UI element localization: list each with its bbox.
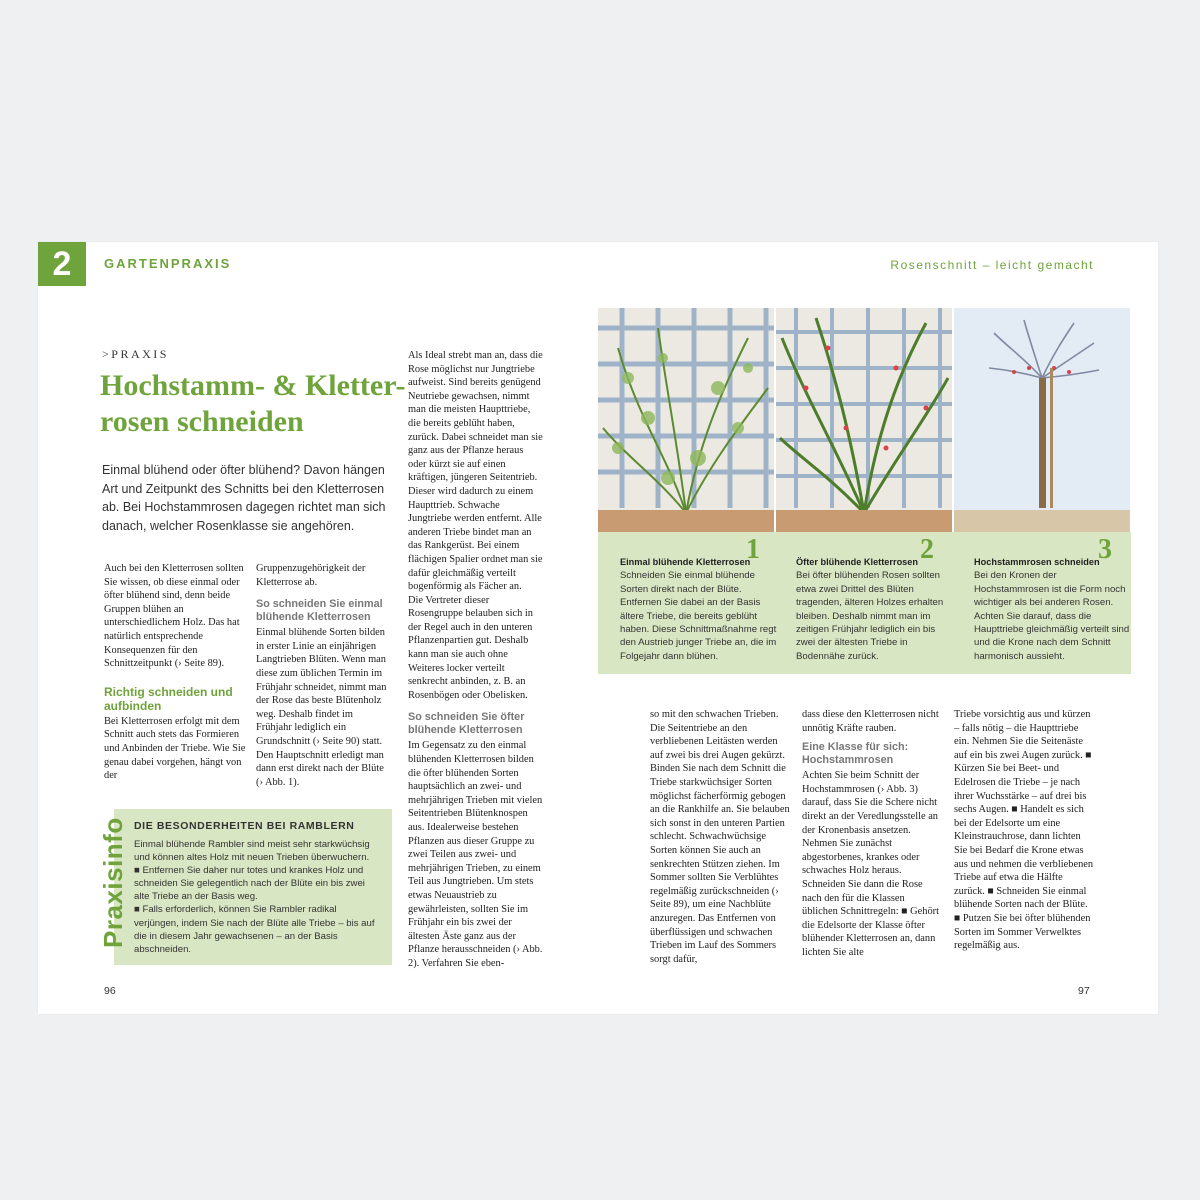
caption-1-title: Einmal blühende Kletterrosen bbox=[620, 557, 751, 567]
caption-2-title: Öfter blühende Kletterrosen bbox=[796, 557, 919, 567]
left-col-2-text: Gruppenzugehörigkeit der Kletterrose ab. bbox=[256, 563, 366, 588]
right-col-2 bbox=[802, 708, 942, 960]
right-col-1-text: so mit den schwachen Trieben. Die Seitentriebe an den verbliebenen Leitästen werden auf zwei bis drei Augen gekürzt. Binden Sie nach dem Schnitt die Triebe starkwüchsiger Sorten möglichst fächerförmig gebogen an die Rankhilfe an. Sie belauben sich sonst in den unteren Partien schlecht. Schwachwüchsige Sorten können Sie auch an senkrechten Stützen ziehen. Im Sommer sollten Sie Verblühtes regelmäßig zurückschneiden (› Seite 89), um eine Nachblüte anzuregen. Das Entfernen von überflüssigen und schwachen Trieben im Lauf des Sommers sorgt dafür, bbox=[650, 709, 790, 965]
headline-line-2: rosen schneiden bbox=[100, 405, 304, 438]
caption-1-number: 1 bbox=[746, 534, 760, 565]
left-col-3-text-3: Im Gegensatz zu den einmal blühenden Kletterrosen bilden die öfter blühenden Sorten hauptsächlich an zwei- und mehrjährigen Trieben mit vielen Seitentrieben Blütenknospen aus. Idealerweise bestehen Pflanzen aus dieser Gruppe zu zwei Teilen aus zwei- und mehrjährigen Trieben, zu einem Teil aus Jungtrieben. Um stets etwas Neuaustrieb zu gewährleisten, sollten Sie im Frühjahr ein bis zwei der ältesten Äste ganz aus der Pflanze herausschneiden (› Abb. 2). Verfahren Sie eben- bbox=[408, 740, 543, 969]
illustration-2-svg bbox=[776, 308, 952, 532]
left-col-3 bbox=[408, 349, 544, 971]
right-col-3-text: Triebe vorsichtig aus und kürzen – falls nötig – die Haupttriebe ein. Nehmen Sie die Seitenäste auf ein bis zwei Augen zurück. ■ Kürzen Sie bei Beet- und Edelrosen die Triebe – je nach ihrer Wuchsstärke – auf drei bis sechs Augen. ■ Handelt es sich bei der Edelsorte um eine Kleinstrauchrose, dann lichten Sie bei Bedarf die Krone etwas aus und nehmen die verbliebenen Triebe auf etwa die Hälfte zurück. ■ Schneiden Sie einmal blühende Sorten nach der Blüte. ■ Putzen Sie bei öfter blühenden Sorten im Sommer Verwelktes regelmäßig aus. bbox=[954, 709, 1094, 952]
praxisinfo-paragraph-3: ■ Falls erforderlich, können Sie Rambler radikal verjüngen, indem Sie nach der Blüte alle Triebe – bis auf die in diesem Jahr gewachsenen – an der Basis abschneiden. bbox=[134, 904, 375, 955]
left-col-1 bbox=[104, 562, 246, 783]
page-headline bbox=[100, 368, 420, 440]
caption-3-text: Bei den Kronen der Hochstammrosen ist die Form noch wichtiger als bei anderen Rosen. Achten Sie darauf, dass die Haupttriebe gleichmäßig verteilt sind und die Krone nach dem Schnitt harmonisch aussieht. bbox=[974, 570, 1130, 662]
caption-3 bbox=[974, 556, 1134, 663]
right-col-2-text-2: Achten Sie beim Schnitt der Hochstammrosen (› Abb. 3) darauf, dass Sie die Schere nicht direkt an der Veredlungsstelle an der Kronenbasis ansetzen. Nehmen Sie zunächst abgestorbenes, krankes oder schwaches Holz heraus. Schneiden Sie dann die Rose nach den für die Klassen üblichen Schnittregeln: ■ Gehört die Edelsorte der Klasse öfter blühender Kletterrosen an, dann lichten Sie alte bbox=[802, 770, 939, 958]
left-col-1-text-2: Bei Kletterrosen erfolgt mit dem Schnitt auch stets das Formieren und Anbinden der Triebe. Wie Sie genau dabei vorgehen, hängt von der bbox=[104, 715, 246, 782]
praxisinfo-paragraph-1: Einmal blühende Rambler sind meist sehr starkwüchsig und können altes Holz mit neuen Trieben überwuchern. bbox=[134, 839, 370, 864]
caption-2-number: 2 bbox=[920, 534, 934, 565]
section-title: GARTENPRAXIS bbox=[104, 256, 232, 271]
left-col-1-text: Auch bei den Kletterrosen sollten Sie wissen, ob diese einmal oder öfter blühend sind, denn beide Gruppen blühen an unterschiedlichem Holz. Das hat natürlich entsprechende Konsequenzen für den Schnittzeitpunkt (› Seite 89). bbox=[104, 563, 244, 670]
right-col-3 bbox=[954, 708, 1094, 953]
caption-2-text: Bei öfter blühenden Rosen sollten etwa zwei Drittel des Blüten tragenden, älteren Holzes erhalten bleiben. Deshalb nimmt man im zeitigen Frühjahr lediglich ein bis zwei der ältesten Triebe in Bodennähe zurück. bbox=[796, 570, 944, 662]
caption-1-text: Schneiden Sie einmal blühende Sorten direkt nach der Blüte. Entfernen Sie dabei an der Basis ältere Triebe, die bereits geblüht haben. Diese Schnittmaßnahme regt den Austrieb junger Triebe an, die im Folgejahr dann blühen. bbox=[620, 570, 777, 662]
left-col-2-text-2: Einmal blühende Sorten bilden in erster Linie an einjährigen Langtrieben Blüten. Wenn man diese zum üblichen Termin im Frühjahr schneidet, nimmt man der Rose das beste Blütenholz weg. Deshalb findet im Frühjahr lediglich ein Grundschnitt (› Seite 90) statt. Den Hauptschnitt erledigt man dann erst direkt nach der Blüte (› Abb. 1). bbox=[256, 627, 387, 788]
illustration-2-repeat-flowering-trellis bbox=[776, 308, 952, 532]
right-col-2-heading: Eine Klasse für sich: Hochstammrosen bbox=[802, 741, 909, 767]
left-col-3-text: Als Ideal strebt man an, dass die Rose möglichst nur Jungtriebe aufweist. Sind bereits genügend Neutriebe gewachsen, nimmt man die meisten Haupttriebe, die bereits geblüht haben, zurück. Dabei schneidet man sie ganz aus der Pflanze heraus oder kürzt sie auf einen kräftigen, jüngeren Seitentrieb. Dieser wird dadurch zu einem Haupttrieb. Schwache Jungtriebe werden entfernt. Alle anderen Triebe bindet man an das Rankgerüst. Bei einem flächigen Spalier ordnet man sie dafür gleichmäßig verteilt bogenförmig als Fächer an. bbox=[408, 350, 543, 593]
praxisinfo-text bbox=[134, 838, 379, 956]
caption-2 bbox=[796, 556, 956, 663]
page-number-right: 97 bbox=[1078, 985, 1090, 997]
caption-3-number: 3 bbox=[1098, 534, 1112, 565]
illustration-3-svg bbox=[954, 308, 1130, 532]
left-col-3-text-2: Die Vertreter dieser Rosengruppe belauben sich in der Regel auch in den unteren Pflanzenpartien gut. Deshalb kann man sie auch ohne Weiteres locker verteilt senkrecht anbinden, z. B. an Rosenbögen oder Obelisken. bbox=[408, 594, 533, 701]
chapter-number-box: 2 bbox=[38, 242, 86, 286]
left-col-3-heading: So schneiden Sie öfter blühende Kletterrosen bbox=[408, 711, 525, 737]
right-col-1 bbox=[650, 708, 792, 966]
caption-1 bbox=[620, 556, 780, 663]
intro-paragraph: Einmal blühend oder öfter blühend? Davon hängen Art und Zeitpunkt des Schnitts bei den Kletterrosen ab. Bei Hochstammrosen dagegen richtet man sich danach, welcher Rosenklasse sie angehören. bbox=[102, 463, 386, 533]
praxisinfo-title: DIE BESONDERHEITEN BEI RAMBLERN bbox=[134, 820, 355, 832]
illustration-3-standard-rose bbox=[954, 308, 1130, 532]
book-spread bbox=[38, 242, 1158, 1014]
caption-3-title: Hochstammrosen schneiden bbox=[974, 557, 1100, 567]
running-head: Rosenschnitt – leicht gemacht bbox=[890, 258, 1094, 272]
left-col-1-heading: Richtig schneiden und aufbinden bbox=[104, 684, 233, 713]
page-number-left: 96 bbox=[104, 985, 116, 997]
headline-line-1: Hochstamm- & Kletter- bbox=[100, 369, 406, 402]
kicker: >PRAXIS bbox=[102, 347, 169, 361]
illustration-1-climbing-rose-trellis bbox=[598, 308, 774, 532]
right-col-2-text: dass diese den Kletterrosen nicht unnötig Kräfte rauben. bbox=[802, 709, 939, 734]
praxisinfo-paragraph-2: ■ Entfernen Sie daher nur totes und krankes Holz und schneiden Sie gelegentlich nach der Blüte ein bis zwei alte Triebe an der Basis weg. bbox=[134, 865, 365, 903]
praxisinfo-label: Praxisinfo bbox=[98, 817, 128, 948]
left-col-2 bbox=[256, 562, 390, 789]
left-col-2-heading: So schneiden Sie einmal blühende Kletterrosen bbox=[256, 598, 383, 624]
illustration-1-svg bbox=[598, 308, 774, 532]
